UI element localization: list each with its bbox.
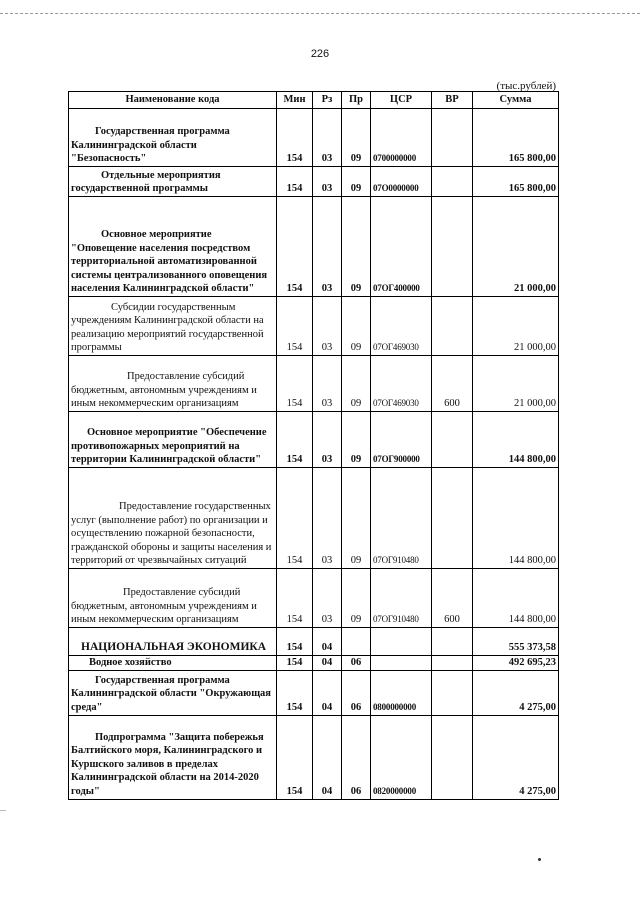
row-vr: [432, 167, 473, 197]
row-vr: [432, 297, 473, 356]
row-csr: 07OГ400000: [371, 197, 432, 297]
header-pr: Пр: [342, 92, 371, 109]
table-row: [69, 670, 559, 715]
row-name: Предоставление субсидий бюджетным, автономным учреждениям и иным некоммерческим организациям: [69, 569, 277, 628]
row-pr: 09: [342, 109, 371, 167]
row-rz: 04: [313, 670, 342, 715]
row-rz: 03: [313, 297, 342, 356]
row-name: Предоставление государственных услуг (выполнение работ) по организации и осуществлению пожарной безопасности, гражданской обороны и защиты населения и территорий от чрезвычайных ситуаций: [69, 468, 277, 569]
row-pr: 09: [342, 412, 371, 468]
row-vr: 600: [432, 569, 473, 628]
row-name: Предоставление субсидий бюджетным, автономным учреждениям и иным некоммерческим организациям: [69, 356, 277, 412]
table-header-row: [69, 92, 559, 109]
row-pr: 09: [342, 297, 371, 356]
row-pr: [342, 628, 371, 656]
row-vr: [432, 197, 473, 297]
row-vr: [432, 468, 473, 569]
table-row: [69, 297, 559, 356]
row-csr: 0820000000: [371, 715, 432, 799]
row-rz: 03: [313, 569, 342, 628]
row-pr: 09: [342, 569, 371, 628]
header-name: Наименование кода: [69, 92, 277, 109]
row-vr: [432, 412, 473, 468]
row-sum: 144 800,00: [473, 412, 559, 468]
header-vr: ВР: [432, 92, 473, 109]
row-min: 154: [277, 356, 313, 412]
row-min: 154: [277, 656, 313, 671]
row-sum: 144 800,00: [473, 468, 559, 569]
row-name: Основное мероприятие "Оповещение населения посредством территориальной автоматизированной системы централизованного оповещения населения Калининградской области": [69, 197, 277, 297]
row-min: 154: [277, 715, 313, 799]
row-pr: 09: [342, 197, 371, 297]
row-pr: 09: [342, 468, 371, 569]
row-vr: [432, 670, 473, 715]
row-name: НАЦИОНАЛЬНАЯ ЭКОНОМИКА: [69, 628, 277, 656]
row-csr: 0800000000: [371, 670, 432, 715]
row-sum: 492 695,23: [473, 656, 559, 671]
margin-mark: [0, 810, 6, 811]
row-name: Основное мероприятие "Обеспечение противопожарных мероприятий на территории Калининградской области": [69, 412, 277, 468]
row-vr: [432, 109, 473, 167]
row-name: Государственная программа Калининградской области "Безопасность": [69, 109, 277, 167]
page-number: 226: [310, 48, 330, 60]
row-pr: 09: [342, 356, 371, 412]
top-page-rule: [0, 13, 640, 14]
row-rz: 03: [313, 197, 342, 297]
table-row: [69, 356, 559, 412]
row-vr: [432, 656, 473, 671]
row-vr: [432, 628, 473, 656]
row-csr: 07OГ469030: [371, 356, 432, 412]
row-vr: [432, 715, 473, 799]
row-sum: 21 000,00: [473, 197, 559, 297]
row-csr: [371, 656, 432, 671]
row-min: 154: [277, 167, 313, 197]
table-row: [69, 715, 559, 799]
table-row: [69, 628, 559, 656]
row-pr: 06: [342, 670, 371, 715]
row-csr: 07OГ910480: [371, 569, 432, 628]
row-sum: 165 800,00: [473, 109, 559, 167]
row-min: 154: [277, 109, 313, 167]
budget-table: [68, 91, 559, 800]
row-pr: 06: [342, 715, 371, 799]
header-sum: Сумма: [473, 92, 559, 109]
row-min: 154: [277, 628, 313, 656]
row-rz: 04: [313, 656, 342, 671]
row-min: 154: [277, 297, 313, 356]
table-row: [69, 656, 559, 671]
scan-dot: [538, 858, 541, 861]
row-csr: 0700000000: [371, 109, 432, 167]
units-label: (тыс.рублей): [496, 80, 556, 92]
row-min: 154: [277, 197, 313, 297]
row-min: 154: [277, 412, 313, 468]
row-sum: 555 373,58: [473, 628, 559, 656]
row-rz: 04: [313, 715, 342, 799]
row-name: Субсидии государственным учреждениям Калининградской области на реализацию мероприятий государственной программы: [69, 297, 277, 356]
row-sum: 21 000,00: [473, 356, 559, 412]
table-row: [69, 167, 559, 197]
row-sum: 21 000,00: [473, 297, 559, 356]
row-name: Отдельные мероприятия государственной программы: [69, 167, 277, 197]
header-csr: ЦСР: [371, 92, 432, 109]
row-rz: 03: [313, 356, 342, 412]
row-csr: 07OГ900000: [371, 412, 432, 468]
row-rz: 03: [313, 412, 342, 468]
row-pr: 06: [342, 656, 371, 671]
table-row: [69, 569, 559, 628]
row-csr: [371, 628, 432, 656]
row-rz: 04: [313, 628, 342, 656]
table-row: [69, 412, 559, 468]
row-rz: 03: [313, 109, 342, 167]
row-min: 154: [277, 468, 313, 569]
table-row: [69, 109, 559, 167]
table-row: [69, 468, 559, 569]
row-min: 154: [277, 670, 313, 715]
row-sum: 4 275,00: [473, 715, 559, 799]
row-min: 154: [277, 569, 313, 628]
row-rz: 03: [313, 468, 342, 569]
table-row: [69, 197, 559, 297]
row-sum: 4 275,00: [473, 670, 559, 715]
header-min: Мин: [277, 92, 313, 109]
header-rz: Рз: [313, 92, 342, 109]
row-csr: 07OГ910480: [371, 468, 432, 569]
row-rz: 03: [313, 167, 342, 197]
row-sum: 144 800,00: [473, 569, 559, 628]
row-csr: 07OГ469030: [371, 297, 432, 356]
row-sum: 165 800,00: [473, 167, 559, 197]
row-csr: 07O0000000: [371, 167, 432, 197]
row-name: Государственная программа Калининградской области "Окружающая среда": [69, 670, 277, 715]
row-name: Водное хозяйство: [69, 656, 277, 671]
row-name: Подпрограмма "Защита побережья Балтийского моря, Калининградского и Куршского заливов в пределах Калининградской области на 2014-2020 годы": [69, 715, 277, 799]
row-vr: 600: [432, 356, 473, 412]
row-pr: 09: [342, 167, 371, 197]
